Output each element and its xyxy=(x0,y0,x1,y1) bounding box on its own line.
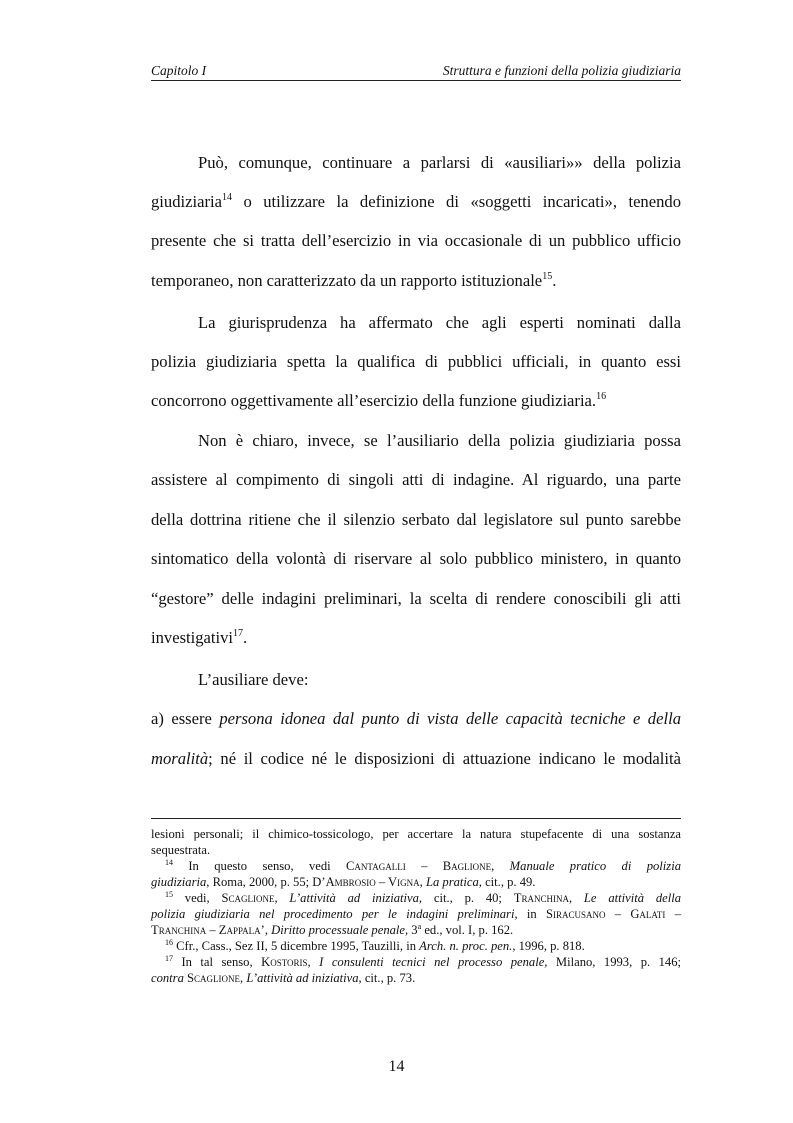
footnote-ref: 15 xyxy=(542,271,553,282)
footnote-17: $^{17}$ In tal senso, Kostoris, I consulenti tecnici nel processo penale, Milano, 1993, p. 146; xyxy=(165,954,682,969)
footnote-line: contra Scaglione, L’attività ad iniziativa, cit., p. 73. xyxy=(151,971,416,985)
paragraph-line: della dottrina ritiene che il silenzio serbato dal legislatore sul punto sarebbe xyxy=(151,510,681,529)
header-section-title: Struttura e funzioni della polizia giudiziaria xyxy=(442,63,681,78)
header-chapter: Capitolo I xyxy=(151,63,207,78)
paragraph-line: presente che si tratta dell’esercizio in via occasionale di un pubblico ufficio xyxy=(151,231,681,250)
footnote-14: $^{14}$ In questo senso, vedi Cantagalli – Baglione, Manuale pratico di polizia xyxy=(165,858,681,873)
running-header xyxy=(151,62,681,81)
footnote-ref: 14 xyxy=(221,192,232,203)
footnote-ref: 16 xyxy=(596,391,607,402)
paragraph-line: moralità; né il codice né le disposizioni di attuazione indicano le modalità xyxy=(151,749,681,768)
paragraph-line: “gestore” delle indagini preliminari, la scelta di rendere conoscibili gli atti xyxy=(151,589,681,608)
footnote-ref: 17 xyxy=(233,628,244,639)
footnote-line: Tranchina – Zappala’, Diritto processuale penale, 3$^a$ ed., vol. I, p. 162. xyxy=(151,922,514,937)
paragraph-line: polizia giudiziaria spetta la qualifica di pubblici ufficiali, in quanto essi xyxy=(151,352,681,371)
paragraph-line: Può, comunque, continuare a parlarsi di «ausiliari»» della polizia xyxy=(198,153,681,172)
paragraph-line: concorrono oggettivamente all’esercizio della funzione giudiziaria.$^{16}$ xyxy=(151,391,607,410)
paragraph-line: sintomatico della volontà di riservare al solo pubblico ministero, in quanto xyxy=(151,549,681,568)
paragraph-line: assistere al compimento di singoli atti di indagine. Al riguardo, una parte xyxy=(151,470,681,489)
footnote-separator xyxy=(151,818,681,819)
paragraph-line: Non è chiaro, invece, se l’ausiliario della polizia giudiziaria possa xyxy=(198,431,681,450)
paragraph-line: investigativi$^{17}$. xyxy=(151,628,248,647)
footnote-line: giudiziaria, Roma, 2000, p. 55; D’Ambrosio – Vigna, La pratica, cit., p. 49. xyxy=(151,875,536,889)
footnote-16: $^{16}$ Cfr., Cass., Sez II, 5 dicembre 1995, Tauzilli, in Arch. n. proc. pen., 1996, p. 818. xyxy=(165,938,585,953)
paragraph-line: La giurisprudenza ha affermato che agli esperti nominati dalla xyxy=(198,313,681,332)
footnote-line: polizia giudiziaria nel procedimento per le indagini preliminari, in Siracusano – Galati – xyxy=(151,907,682,921)
paragraph-line: L’ausiliare deve: xyxy=(198,670,309,689)
paragraph-line: giudiziaria$^{14}$ o utilizzare la definizione di «soggetti incaricati», tenendo xyxy=(151,192,681,211)
footnote-line: lesioni personali; il chimico-tossicologo, per accertare la natura stupefacente di una sostanza xyxy=(151,827,681,841)
footnote-15: $^{15}$ vedi, Scaglione, L’attività ad iniziativa, cit., p. 40; Tranchina, Le attività della xyxy=(165,890,681,905)
paragraph-line: a) essere persona idonea dal punto di vista delle capacità tecniche e della xyxy=(151,709,681,728)
page-number: 14 xyxy=(388,1058,405,1075)
footnote-line: sequestrata. xyxy=(151,843,211,857)
paragraph-line: temporaneo, non caratterizzato da un rapporto istituzionale$^{15}$. xyxy=(151,271,557,290)
